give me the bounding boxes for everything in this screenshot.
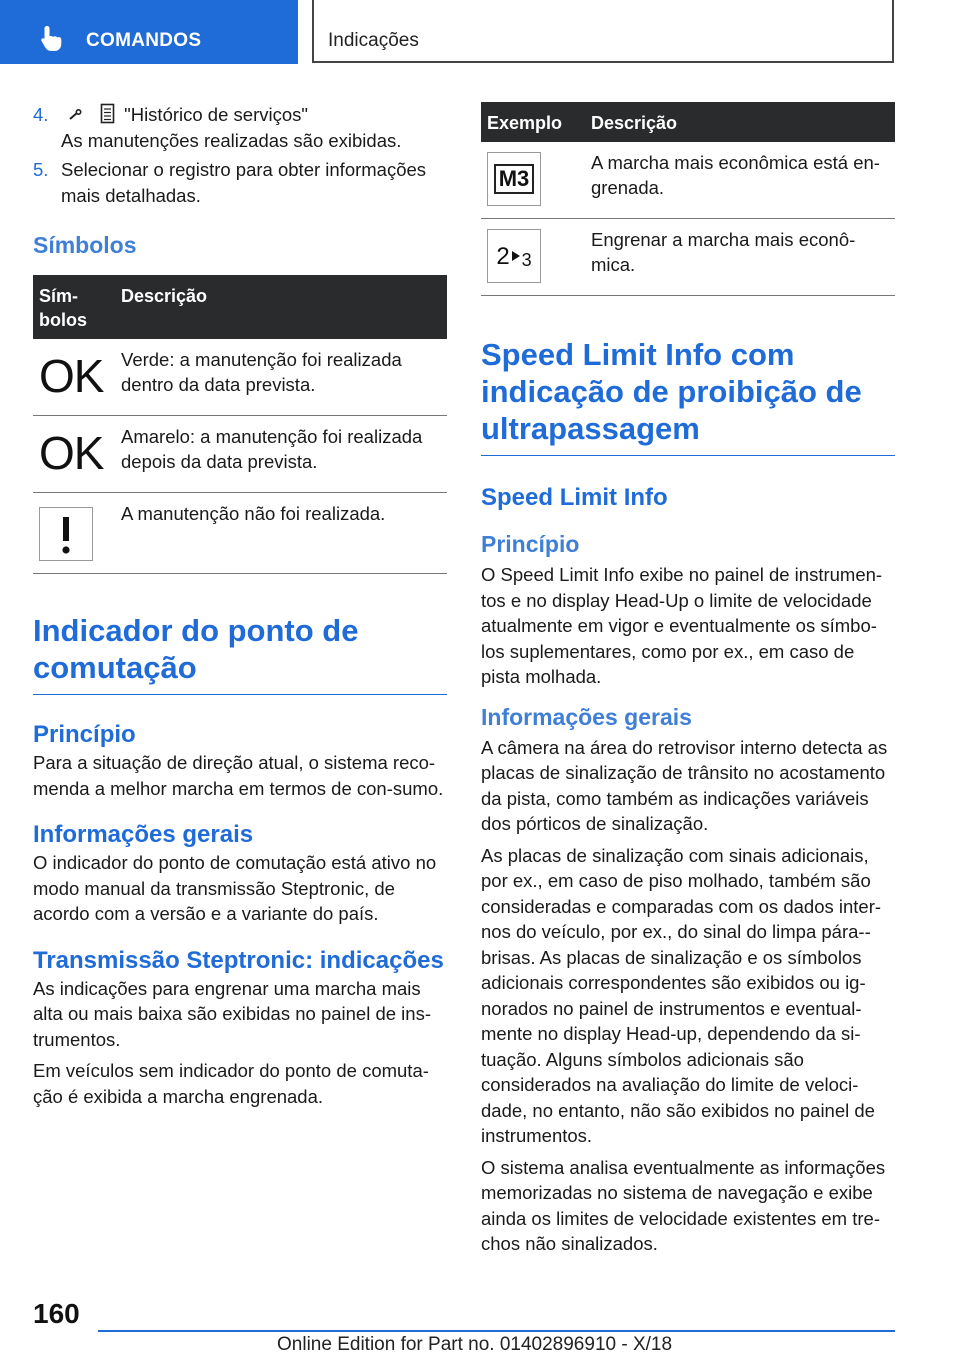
arrow-right-icon [512,251,520,261]
gear-current: 2 [496,242,510,270]
row-description: Engrenar a marcha mais econô-mica. [585,219,895,296]
step-4 [33,102,447,153]
section-tab-comandos[interactable] [0,0,298,64]
section-tab-label: COMANDOS [86,30,202,51]
step-number: 4. [33,104,49,125]
steptronic-text-1: As indicações para engrenar uma marcha mais alta ou mais baixa são exibidas no painel de ins-trumentos. [33,977,431,1050]
example-table [481,102,895,296]
gear-target: 3 [521,249,532,270]
general-info-text-1: A câmera na área do retrovisor interno detecta as placas de sinalização de trânsito no acostamento da pista, como também as indicações variáveis dos pórticos de sinalização. [481,736,888,834]
col-header-example: Exemplo [481,102,585,142]
symbols-table [33,275,447,574]
steptronic-text-2: Em veículos sem indicador do ponto de comuta-ção é exibida a marcha engrenada. [33,1060,429,1107]
gear-upshift-icon [487,229,541,283]
service-wrench-icon [69,104,95,124]
col-header-description: Descrição [115,275,447,339]
chapter-tab-label: Indicações [328,30,419,51]
general-info-text: O indicador do ponto de comutação está ativo no modo manual da transmissão Steptronic, de acordo com a versão e a variante do país. [33,852,437,924]
principle-text: Para a situação de direção atual, o sistema reco-menda a melhor marcha em termos de con-sumo. [33,752,444,799]
exclamation-icon [39,507,93,561]
step-subtext: As manutenções realizadas são exibidas. [61,129,402,151]
ok-green-symbol: OK [39,350,104,402]
row-description: Amarelo: a manutenção foi realizada depois da data prevista. [115,416,447,493]
general-info-heading: Informações gerais [33,821,254,848]
table-row [33,339,447,416]
col-header-description: Descrição [585,102,895,142]
footer-divider [98,1330,895,1332]
chapter-tab-indicacoes[interactable] [312,0,894,63]
ok-yellow-symbol: OK [39,427,104,479]
table-header-row [33,275,447,339]
section-title-speed-limit: Speed Limit Info com indicação de proibição de ultrapassagem [481,336,895,456]
general-info-heading: Informações gerais [481,703,692,730]
table-row [33,416,447,493]
table-row [481,219,895,296]
table-row [33,493,447,574]
col-header-symbols: Sím-bolos [33,275,115,339]
steptronic-heading: Transmissão Steptronic: indicações [33,946,444,974]
speed-limit-info-heading: Speed Limit Info [481,484,668,511]
step-text: Selecionar o registro para obter informações mais detalhadas. [61,159,427,206]
step-text: "Histórico de serviços" [124,104,308,125]
table-header-row [481,102,895,142]
principle-heading: Princípio [481,531,580,557]
section-title-shift-indicator: Indicador do ponto de comutação [33,612,447,695]
general-info-text-3: O sistema analisa eventualmente as informações memorizadas no sistema de navegação e exibe ainda os limites de velocidade existentes em tre-chos não sinalizados. [481,1156,886,1254]
row-description: A manutenção não foi realizada. [115,493,447,574]
hand-pointer-icon [38,24,66,52]
general-info-text-2: As placas de sinalização com sinais adicionais, por ex., em caso de piso molhado, também são consideradas e comparadas com os dados inter-nos do veículo, por ex., do sinal do limpa pára--brisas. As placas de sinalização e os símbolos adicionais correspondentes são exibidos ou ig-norados no painel de instrumentos e eventual-mente no display Head-up, dependendo da si-tuação. Alguns símbolos adicionais são considerados na avaliação do limite de veloci-dade, no entanto, não são exibidos no painel de instrumentos. [481,844,882,1146]
service-booklet-icon [100,103,116,125]
left-column [33,102,447,1109]
row-description: Verde: a manutenção foi realizada dentro da data prevista. [115,339,447,416]
right-column [481,102,895,1257]
page-number: 160 [33,1298,80,1329]
row-description: A marcha mais econômica está en-grenada. [585,142,895,219]
table-row [481,142,895,219]
principle-text: O Speed Limit Info exibe no painel de instrumen-tos e no display Head-Up o limite de velocidade atualmente em vigor e eventualmente os símbo-los suplementares, como por ex., em caso de pista molhada. [481,564,883,687]
step-number: 5. [33,159,49,180]
symbols-heading: Símbolos [33,232,137,258]
edition-footer: Online Edition for Part no. 01402896910 - X/18 [277,1334,673,1355]
principle-heading: Princípio [33,721,136,748]
gear-m3-icon: M3 [487,152,541,206]
step-5 [33,157,447,208]
